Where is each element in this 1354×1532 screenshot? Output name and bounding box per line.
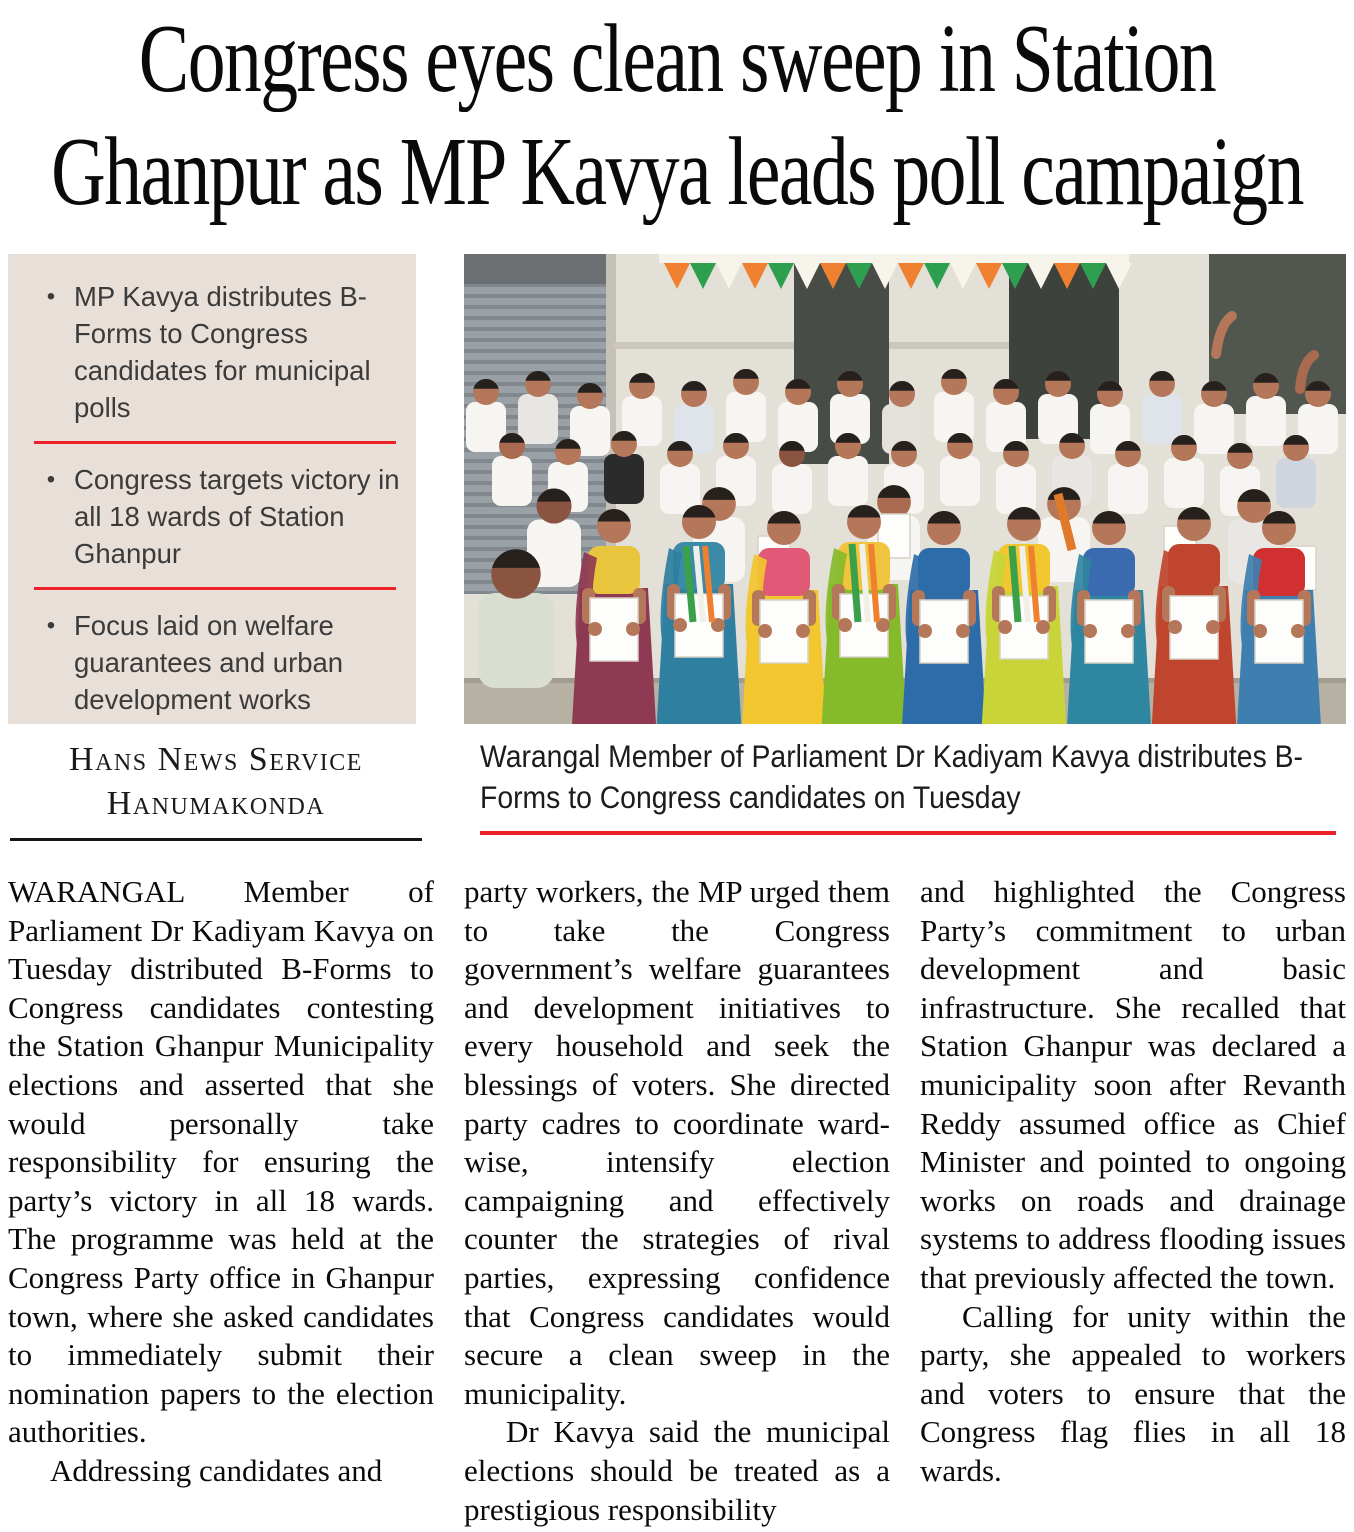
highlight-text: Focus laid on welfare guarantees and urban development works — [74, 610, 344, 715]
highlight-item — [28, 461, 402, 572]
byline — [8, 734, 424, 841]
highlight-item — [28, 607, 402, 718]
article-headline — [8, 2, 1346, 228]
highlight-item — [28, 278, 402, 426]
newspaper-page — [0, 2, 1354, 1532]
article-body — [8, 873, 1346, 1529]
photo-caption-block — [480, 734, 1354, 835]
byline-caption-row — [8, 734, 1346, 841]
red-divider — [34, 441, 396, 444]
highlight-text: MP Kavya distributes B-Forms to Congress candidates for municipal polls — [74, 281, 371, 423]
highlight-text: Congress targets victory in all 18 wards of Station Ghanpur — [74, 464, 400, 569]
paragraph: Calling for unity within the party, she appealed to workers and voters to ensure that the Congress flag flies in all 18 wards. — [920, 1298, 1346, 1488]
byline-divider — [10, 838, 422, 841]
lead-section — [8, 254, 1346, 724]
highlights-box — [8, 254, 416, 724]
photo-caption: Warangal Member of Parliament Dr Kadiyam Kavya distributes B-Forms to Congress candidates on Tuesday — [480, 738, 1303, 815]
caption-divider — [480, 831, 1336, 835]
bullet-icon: • — [46, 283, 56, 310]
red-divider — [34, 587, 396, 590]
bullet-icon: • — [46, 612, 56, 639]
paragraph: and highlighted the Congress Party’s commitment to urban development and basic infrastructure. She recalled that Station Ghanpur was declared a municipality soon after Revanth Reddy assumed office as Chief Minister and pointed to ongoing works on roads and drainage systems to address flooding issues that previously affected the town. — [920, 874, 1346, 1295]
article-column-3 — [920, 873, 1346, 1529]
article-column-2 — [464, 873, 890, 1529]
headline-line-2: Ghanpur as MP Kavya leads poll campaign — [51, 118, 1303, 225]
headline-line-1: Congress eyes clean sweep in Station — [138, 5, 1216, 112]
news-photo — [464, 254, 1346, 724]
byline-location: Hanumakonda — [106, 785, 326, 822]
photo-illustration — [464, 254, 1346, 724]
article-column-1 — [8, 873, 434, 1529]
paragraph: Dr Kavya said the municipal elections should be treated as a prestigious responsibility — [464, 1414, 890, 1527]
byline-agency: Hans News Service — [69, 741, 363, 778]
paragraph: party workers, the MP urged them to take the Congress government’s welfare guarantees and development initiatives to every household and seek the blessings of voters. She directed party cadres to coordinate ward-wise, intensify election campaigning and effectively counter the strategies of rival parties, expressing confidence that Congress candidates would secure a clean sweep in the municipality. — [464, 874, 890, 1411]
bullet-icon: • — [46, 466, 56, 493]
paragraph: WARANGAL Member of Parliament Dr Kadiyam Kavya on Tuesday distributed B-Forms to Congress candidates contesting the Station Ghanpur Municipality elections and asserted that she would personally take responsibility for ensuring the party’s victory in all 18 wards. The programme was held at the Congress Party office in Ghanpur town, where she asked candidates to immediately submit their nomination papers to the election authorities. — [8, 874, 434, 1450]
paragraph: Addressing candidates and — [50, 1452, 383, 1488]
